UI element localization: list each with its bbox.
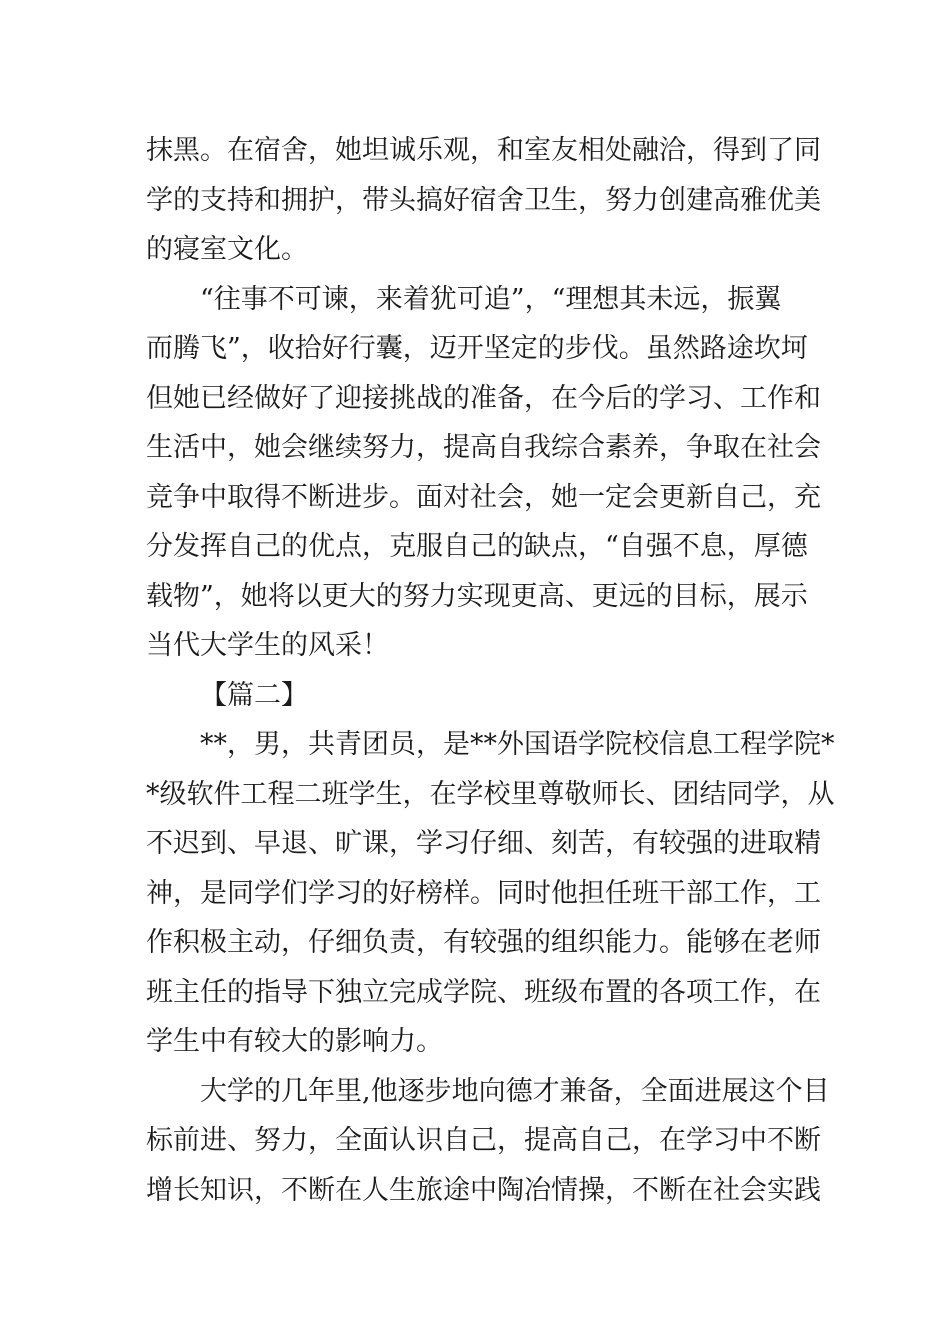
text-line: 但她已经做好了迎接挑战的准备，在今后的学习、工作和 xyxy=(146,382,821,414)
text-line: 标前进、努力，全面认识自己，提高自己，在学习中不断 xyxy=(146,1125,821,1156)
text-line: 载物”，她将以更大的努力实现更高、更远的目标，展示 xyxy=(146,580,808,612)
text-line: 班主任的指导下独立完成学院、班级布置的各项工作，在 xyxy=(146,976,821,1008)
text-line: *级软件工程二班学生，在学校里尊敬师长、团结同学，从 xyxy=(146,778,835,810)
document-body xyxy=(146,126,835,1215)
text-line: 当代大学生的风采！ xyxy=(146,630,389,661)
text-line: 不迟到、早退、旷课，学习仔细、刻苦，有较强的进取精 xyxy=(146,828,821,859)
text-line: 而腾飞”，收拾好行囊，迈开坚定的步伐。虽然路途坎坷 xyxy=(146,333,808,364)
text-line: 神，是同学们学习的好榜样。同时他担任班干部工作，工 xyxy=(146,877,821,909)
text-line: 学生中有较大的影响力。 xyxy=(146,1026,443,1057)
text-line: 分发挥自己的优点，克服自己的缺点，“自强不息，厚德 xyxy=(146,531,808,562)
paragraph-first-line: **，男，共青团员，是**外国语学院校信息工程学院* xyxy=(200,729,835,760)
paragraph-first-line: “往事不可谏，来着犹可追”，“理想其未远，振翼 xyxy=(200,283,782,315)
text-line: 生活中，她会继续努力，提高自我综合素养，争取在社会 xyxy=(146,432,821,463)
text-line: 的寝室文化。 xyxy=(146,234,308,265)
text-line: 增长知识，不断在人生旅途中陶冶情操，不断在社会实践 xyxy=(146,1174,821,1206)
text-line: 作积极主动，仔细负责，有较强的组织能力。能够在老师 xyxy=(146,927,821,958)
text-line: 抹黑。在宿舍，她坦诚乐观，和室友相处融洽，得到了同 xyxy=(146,135,821,166)
text-line: 学的支持和拥护，带头搞好宿舍卫生，努力创建高雅优美 xyxy=(146,184,821,216)
paragraph-first-line: 大学的几年里,他逐步地向德才兼备，全面进展这个目 xyxy=(200,1075,830,1107)
text-line: 竞争中取得不断进步。面对社会，她一定会更新自己，充 xyxy=(146,481,821,513)
section-heading: 【篇二】 xyxy=(200,679,308,711)
